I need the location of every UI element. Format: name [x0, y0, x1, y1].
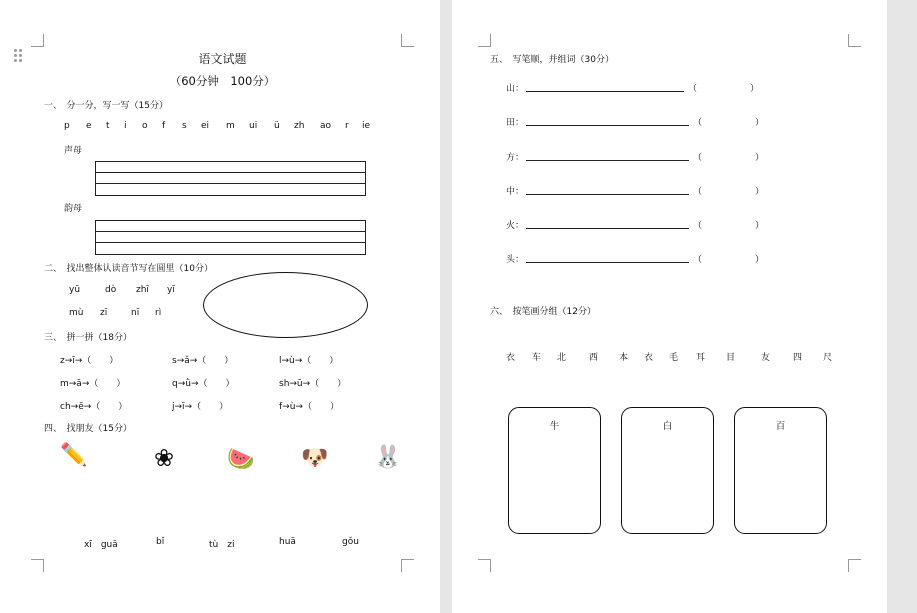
- paren-close: ）: [755, 221, 765, 231]
- rabbit-icon: 🐰: [374, 445, 402, 470]
- yunmu-writing-grid[interactable]: [95, 220, 366, 255]
- margin-corner-mark: [401, 34, 414, 47]
- letter-item: f: [162, 121, 166, 131]
- letter-item: t: [106, 121, 110, 131]
- section-1-heading: 一、 分一分，写一写（15分）: [44, 101, 168, 111]
- stroke-char: 火：: [506, 221, 525, 231]
- shengmu-label: 声母: [64, 146, 83, 156]
- paren-open: （: [693, 153, 703, 163]
- char-item: 毛: [669, 353, 679, 363]
- char-item: 尺: [823, 353, 833, 363]
- stroke-order-line[interactable]: [526, 91, 684, 92]
- pinyin-item: f→ù→（ ）: [279, 402, 339, 412]
- margin-corner-mark: [478, 559, 491, 572]
- paren-close: ）: [755, 118, 765, 128]
- stroke-char: 田：: [506, 118, 525, 128]
- pinyin-item: sh→ū→（ ）: [279, 379, 347, 389]
- section-3-heading: 三、 拼一拼（18分）: [44, 333, 132, 343]
- grid-row: [96, 232, 365, 243]
- stroke-order-line[interactable]: [526, 228, 689, 229]
- syllable: mù: [69, 308, 84, 318]
- pinyin-item: z→ī→（ ）: [60, 356, 119, 366]
- paren-open: （: [693, 221, 703, 231]
- stroke-char: 方：: [506, 153, 525, 163]
- margin-corner-mark: [31, 34, 44, 47]
- letter-item: p: [64, 121, 70, 131]
- letter-item: ie: [362, 121, 371, 131]
- pinyin-word: huā: [279, 537, 296, 547]
- letter-item: ao: [320, 121, 332, 131]
- exam-title: 语文试题: [198, 52, 247, 66]
- pinyin-item: q→ǜ→（ ）: [172, 379, 235, 389]
- grid-row: [96, 162, 365, 173]
- group-label: 百: [775, 421, 786, 432]
- margin-corner-mark: [478, 34, 491, 47]
- pinyin-item: l→ù→（ ）: [279, 356, 339, 366]
- char-item: 衣: [644, 353, 654, 363]
- char-item: 友: [761, 353, 771, 363]
- syllable: nī: [131, 308, 140, 318]
- char-item: 北: [557, 353, 567, 363]
- pinyin-item: j→ī→（ ）: [172, 402, 229, 412]
- margin-corner-mark: [848, 34, 861, 47]
- paren-open: （: [693, 255, 703, 265]
- pencil-icon: ✏️: [60, 443, 88, 468]
- stroke-order-line[interactable]: [526, 262, 689, 263]
- paren-close: ）: [755, 153, 765, 163]
- char-item: 衣: [506, 353, 516, 363]
- grid-row: [96, 173, 365, 184]
- stroke-order-line[interactable]: [526, 125, 689, 126]
- pinyin-item: ch→ē→（ ）: [60, 402, 128, 412]
- char-item: 耳: [696, 353, 706, 363]
- pinyin-word: tù zi: [209, 540, 235, 550]
- grid-row: [96, 221, 365, 232]
- char-item: 四: [793, 353, 803, 363]
- letter-item: zh: [294, 121, 305, 131]
- letter-item: ei: [201, 121, 210, 131]
- letter-item: ü: [274, 121, 280, 131]
- letter-item: e: [86, 121, 92, 131]
- watermelon-icon: 🍉: [227, 447, 255, 472]
- pinyin-item: m→ā→（ ）: [60, 379, 126, 389]
- flower-icon: ❀: [154, 444, 175, 472]
- syllable: dò: [105, 285, 117, 295]
- group-box[interactable]: [508, 407, 601, 534]
- margin-corner-mark: [401, 559, 414, 572]
- group-label: 白: [662, 421, 673, 432]
- margin-corner-mark: [848, 559, 861, 572]
- section-4-heading: 四、 找朋友（15分）: [44, 424, 132, 434]
- grid-row: [96, 243, 365, 254]
- document-page-1: [0, 0, 440, 613]
- syllable: rì: [155, 308, 162, 318]
- char-item: 西: [589, 353, 599, 363]
- stroke-char: 山：: [506, 84, 525, 94]
- char-item: 车: [532, 353, 542, 363]
- letter-item: o: [142, 121, 148, 131]
- pinyin-word: bǐ: [156, 537, 165, 547]
- syllable: yī: [167, 285, 175, 295]
- section-5-heading: 五、 写笔顺，并组词（30分）: [490, 55, 614, 65]
- paren-close: ）: [750, 84, 760, 94]
- paren-close: ）: [755, 187, 765, 197]
- yunmu-label: 韵母: [64, 204, 83, 214]
- stroke-order-line[interactable]: [526, 194, 689, 195]
- syllable: zhī: [136, 285, 149, 295]
- margin-corner-mark: [31, 559, 44, 572]
- char-item: 目: [726, 353, 736, 363]
- letter-item: m: [226, 121, 235, 131]
- paren-close: ）: [755, 255, 765, 265]
- stroke-order-line[interactable]: [526, 160, 689, 161]
- paren-open: （: [693, 187, 703, 197]
- paren-open: （: [693, 118, 703, 128]
- document-page-2: [452, 0, 887, 613]
- char-item: 本: [619, 353, 629, 363]
- exam-subtitle: （60分钟 100分）: [169, 74, 276, 88]
- pinyin-word: xī guā: [84, 540, 118, 550]
- grid-row: [96, 184, 365, 195]
- section-6-heading: 六、 按笔画分组（12分）: [490, 307, 596, 317]
- section-2-heading: 二、 找出整体认读音节写在圆里（10分）: [44, 264, 213, 274]
- group-box[interactable]: [621, 407, 714, 534]
- group-box[interactable]: [734, 407, 827, 534]
- stroke-char: 中：: [506, 187, 525, 197]
- dog-icon: 🐶: [301, 446, 329, 471]
- shengmu-writing-grid[interactable]: [95, 161, 366, 196]
- letter-item: ui: [249, 121, 258, 131]
- letter-item: r: [345, 121, 349, 131]
- pinyin-word: gǒu: [342, 537, 359, 547]
- answer-circle[interactable]: [203, 272, 368, 338]
- letter-item: i: [124, 121, 127, 131]
- pinyin-item: s→ǎ→（ ）: [172, 356, 234, 366]
- letter-item: s: [182, 121, 187, 131]
- group-label: 牛: [549, 421, 560, 432]
- paren-open: （: [688, 84, 698, 94]
- syllable: yū: [69, 285, 81, 295]
- stroke-char: 头：: [506, 255, 525, 265]
- syllable: zī: [100, 308, 108, 318]
